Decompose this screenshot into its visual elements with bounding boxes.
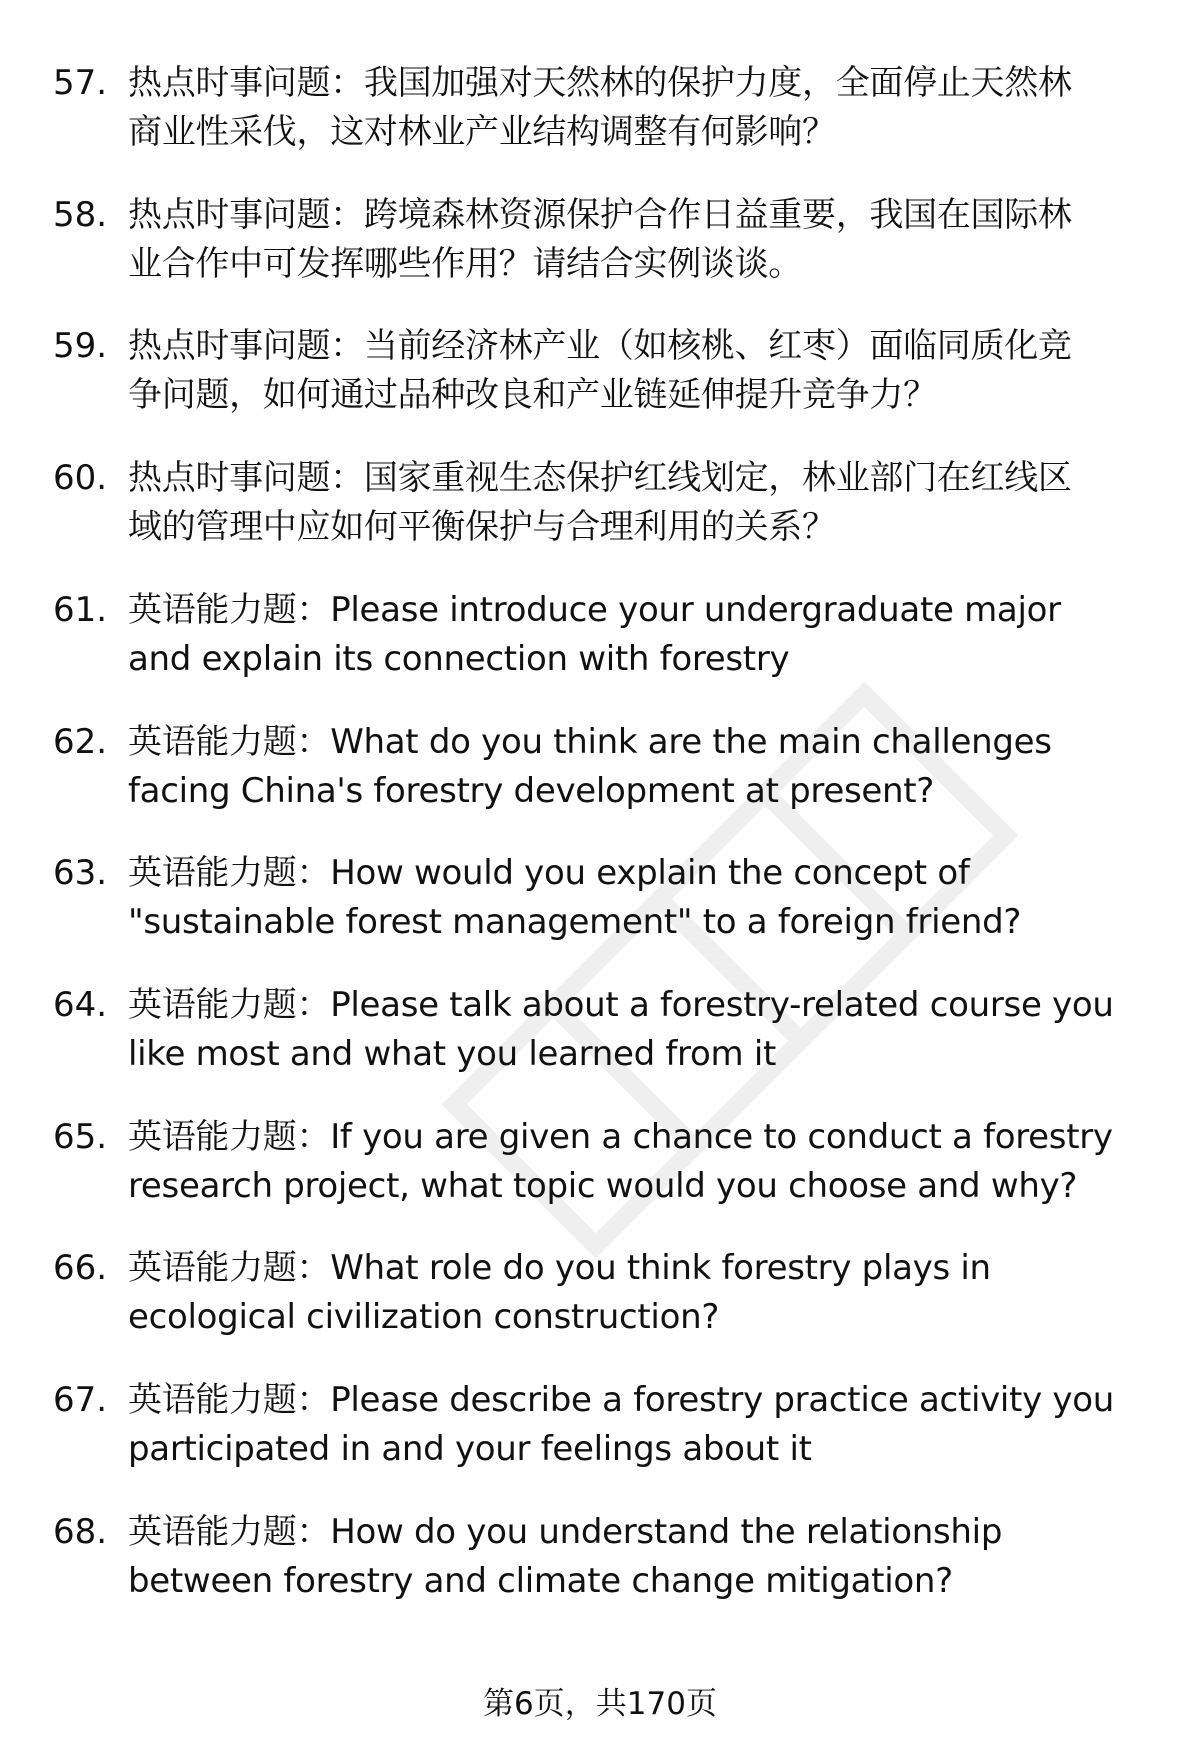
question-number: 60. [53, 458, 108, 499]
question-text-line: 英语能力题：Please introduce your undergraduate major [128, 589, 1061, 630]
question-number: 64. [53, 984, 108, 1025]
question-text-line: 域的管理中应如何平衡保护与合理利用的关系？ [128, 507, 836, 548]
question-text-line: 英语能力题：How would you explain the concept of [128, 853, 970, 894]
question-text-line: 英语能力题：What role do you think forestry plays in [128, 1248, 991, 1289]
question-number: 67. [53, 1380, 108, 1420]
question-text-line: facing China's forestry development at present? [128, 770, 935, 811]
page-footer: 第6页，共170页 [483, 1686, 717, 1722]
question-text-line: 热点时事问题：国家重视生态保护红线划定，林业部门在红线区 [128, 458, 1072, 499]
question-text-line: ecological civilization construction? [128, 1297, 720, 1338]
question-text-line: 热点时事问题：我国加强对天然林的保护力度，全面停止天然林 [128, 63, 1072, 103]
question-text-line: "sustainable forest management" to a foreign friend? [128, 902, 1022, 943]
question-number: 57. [53, 63, 108, 103]
question-text-line: 热点时事问题：当前经济林产业（如核桃、红枣）面临同质化竞 [128, 326, 1072, 367]
question-text-line: participated in and your feelings about it [128, 1429, 812, 1469]
question-number: 58. [53, 194, 108, 235]
question-text-line: 英语能力题：Please describe a forestry practice activity you [128, 1380, 1114, 1420]
question-text-line: 英语能力题：How do you understand the relationship [128, 1511, 1003, 1552]
question-number: 65. [53, 1116, 108, 1157]
question-text-line: between forestry and climate change mitigation? [128, 1560, 953, 1601]
question-text-line: 热点时事问题：跨境森林资源保护合作日益重要，我国在国际林 [128, 194, 1072, 235]
question-number: 61. [53, 589, 108, 630]
question-text-line: 商业性采伐，这对林业产业结构调整有何影响？ [128, 112, 836, 152]
question-text-line: 争问题，如何通过品种改良和产业链延伸提升竞争力？ [128, 375, 937, 416]
question-text-line: 英语能力题：Please talk about a forestry-related course you [128, 984, 1114, 1025]
question-text-line: 英语能力题：If you are given a chance to conduct a forestry [128, 1116, 1113, 1157]
question-number: 68. [53, 1511, 108, 1552]
question-text-line: 英语能力题：What do you think are the main challenges [128, 721, 1052, 762]
question-text-line: research project, what topic would you choose and why? [128, 1165, 1078, 1206]
question-number: 63. [53, 853, 108, 894]
question-text-line: 业合作中可发挥哪些作用？请结合实例谈谈。 [128, 243, 802, 284]
question-number: 66. [53, 1248, 108, 1289]
question-text-line: like most and what you learned from it [128, 1033, 776, 1074]
question-number: 59. [53, 326, 108, 367]
question-number: 62. [53, 721, 108, 762]
question-text-line: and explain its connection with forestry [128, 638, 790, 679]
